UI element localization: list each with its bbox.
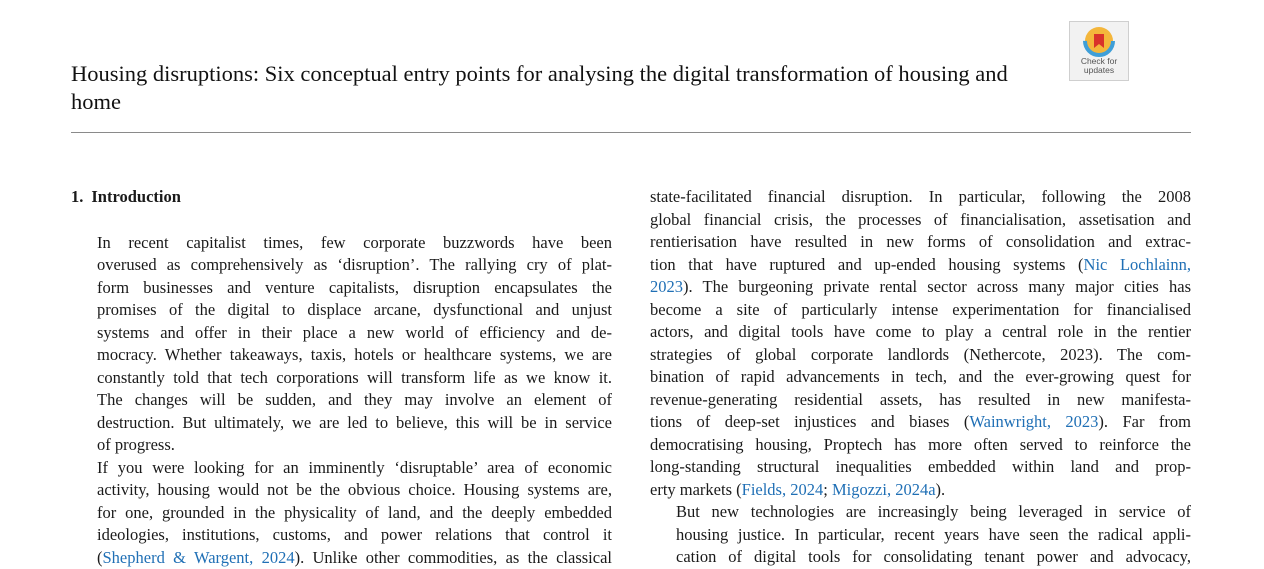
citation-link[interactable]: Fields, 2024 bbox=[742, 480, 824, 499]
text-fragment: erty markets ( bbox=[650, 480, 742, 499]
text-line: cation of digital tools for consolidating tenant power and advocacy, bbox=[650, 546, 1191, 569]
badge-label-line2: updates bbox=[1070, 66, 1128, 75]
citation-link[interactable]: 2023 bbox=[650, 277, 683, 296]
text-line: form businesses and venture capitalists, disruption encapsulates the bbox=[71, 277, 612, 300]
section-heading bbox=[71, 186, 612, 209]
text-line: state-facilitated financial disruption. In particular, following the 2008 bbox=[650, 186, 1191, 209]
text-line: The changes will be sudden, and they may involve an element of bbox=[71, 389, 612, 412]
text-line: become a site of particularly intense experimentation for financialised bbox=[650, 299, 1191, 322]
text-line: overused as comprehensively as ‘disruption’. The rallying cry of plat- bbox=[71, 254, 612, 277]
text-line bbox=[71, 547, 612, 569]
paragraph-housing-justice bbox=[650, 501, 1191, 569]
text-line bbox=[650, 254, 1191, 277]
text-fragment: ). Unlike other commodities, as the classical bbox=[295, 548, 612, 567]
text-line: If you were looking for an imminently ‘disruptable’ area of economic bbox=[71, 457, 612, 480]
text-line: democratising housing, Proptech has more often served to reinforce the bbox=[650, 434, 1191, 457]
text-line: systems and offer in their place a new world of efficiency and de- bbox=[71, 322, 612, 345]
citation-link[interactable]: Migozzi, 2024a bbox=[832, 480, 936, 499]
paragraph-continued bbox=[650, 186, 1191, 501]
article-title: Housing disruptions: Six conceptual entry points for analysing the digital transformation of housing and home bbox=[71, 60, 1031, 116]
text-line: strategies of global corporate landlords (Nethercote, 2023). The com- bbox=[650, 344, 1191, 367]
text-line: activity, housing would not be the obvious choice. Housing systems are, bbox=[71, 479, 612, 502]
text-line: housing justice. In particular, recent years have seen the radical appli- bbox=[650, 524, 1191, 547]
text-line: rentierisation have resulted in new forms of consolidation and extrac- bbox=[650, 231, 1191, 254]
text-fragment: ). The burgeoning private rental sector across many major cities has bbox=[683, 277, 1191, 296]
check-for-updates-badge[interactable] bbox=[1069, 21, 1129, 81]
text-line: promises of the digital to displace arcane, dysfunctional and unjust bbox=[71, 299, 612, 322]
text-line: constantly told that tech corporations will transform life as we know it. bbox=[71, 367, 612, 390]
crossmark-icon bbox=[1083, 25, 1115, 57]
citation-link[interactable]: Wainwright, 2023 bbox=[969, 412, 1098, 431]
title-divider bbox=[71, 132, 1191, 133]
section-title: Introduction bbox=[91, 187, 181, 206]
text-fragment: ). bbox=[936, 480, 946, 499]
paragraph-intro-2 bbox=[71, 457, 612, 569]
text-line bbox=[650, 479, 1191, 502]
text-line: destruction. But ultimately, we are led to believe, this will be in service bbox=[71, 412, 612, 435]
text-line: global financial crisis, the processes of financialisation, assetisation and bbox=[650, 209, 1191, 232]
text-line: revenue-generating residential assets, has resulted in new manifesta- bbox=[650, 389, 1191, 412]
text-line bbox=[650, 411, 1191, 434]
citation-link[interactable]: Shepherd & Wargent, 2024 bbox=[103, 548, 295, 567]
text-fragment: ). Far from bbox=[1098, 412, 1191, 431]
text-line: mocracy. Whether takeaways, taxis, hotels or healthcare systems, we are bbox=[71, 344, 612, 367]
paragraph-intro-1 bbox=[71, 232, 612, 457]
right-column bbox=[650, 186, 1191, 569]
text-line: actors, and digital tools have come to play a central role in the rentier bbox=[650, 321, 1191, 344]
left-column bbox=[71, 186, 612, 569]
text-line: ideologies, institutions, customs, and power relations that control it bbox=[71, 524, 612, 547]
citation-link[interactable]: Nic Lochlainn, bbox=[1084, 255, 1191, 274]
text-fragment: tion that have ruptured and up-ended housing systems ( bbox=[650, 255, 1084, 274]
text-fragment: tions of deep-set injustices and biases ( bbox=[650, 412, 969, 431]
text-line bbox=[650, 276, 1191, 299]
text-line: But new technologies are increasingly being leveraged in service of bbox=[650, 501, 1191, 524]
text-fragment: ; bbox=[823, 480, 832, 499]
text-line: bination of rapid advancements in tech, and the ever-growing quest for bbox=[650, 366, 1191, 389]
text-line: In recent capitalist times, few corporate buzzwords have been bbox=[71, 232, 612, 255]
text-fragment: ( bbox=[97, 548, 103, 567]
section-number: 1. bbox=[71, 187, 83, 206]
text-line: long-standing structural inequalities embedded within land and prop- bbox=[650, 456, 1191, 479]
text-line: for one, grounded in the physicality of land, and the deeply embedded bbox=[71, 502, 612, 525]
text-line: of progress. bbox=[71, 434, 612, 457]
badge-label-line1: Check for bbox=[1070, 57, 1128, 66]
